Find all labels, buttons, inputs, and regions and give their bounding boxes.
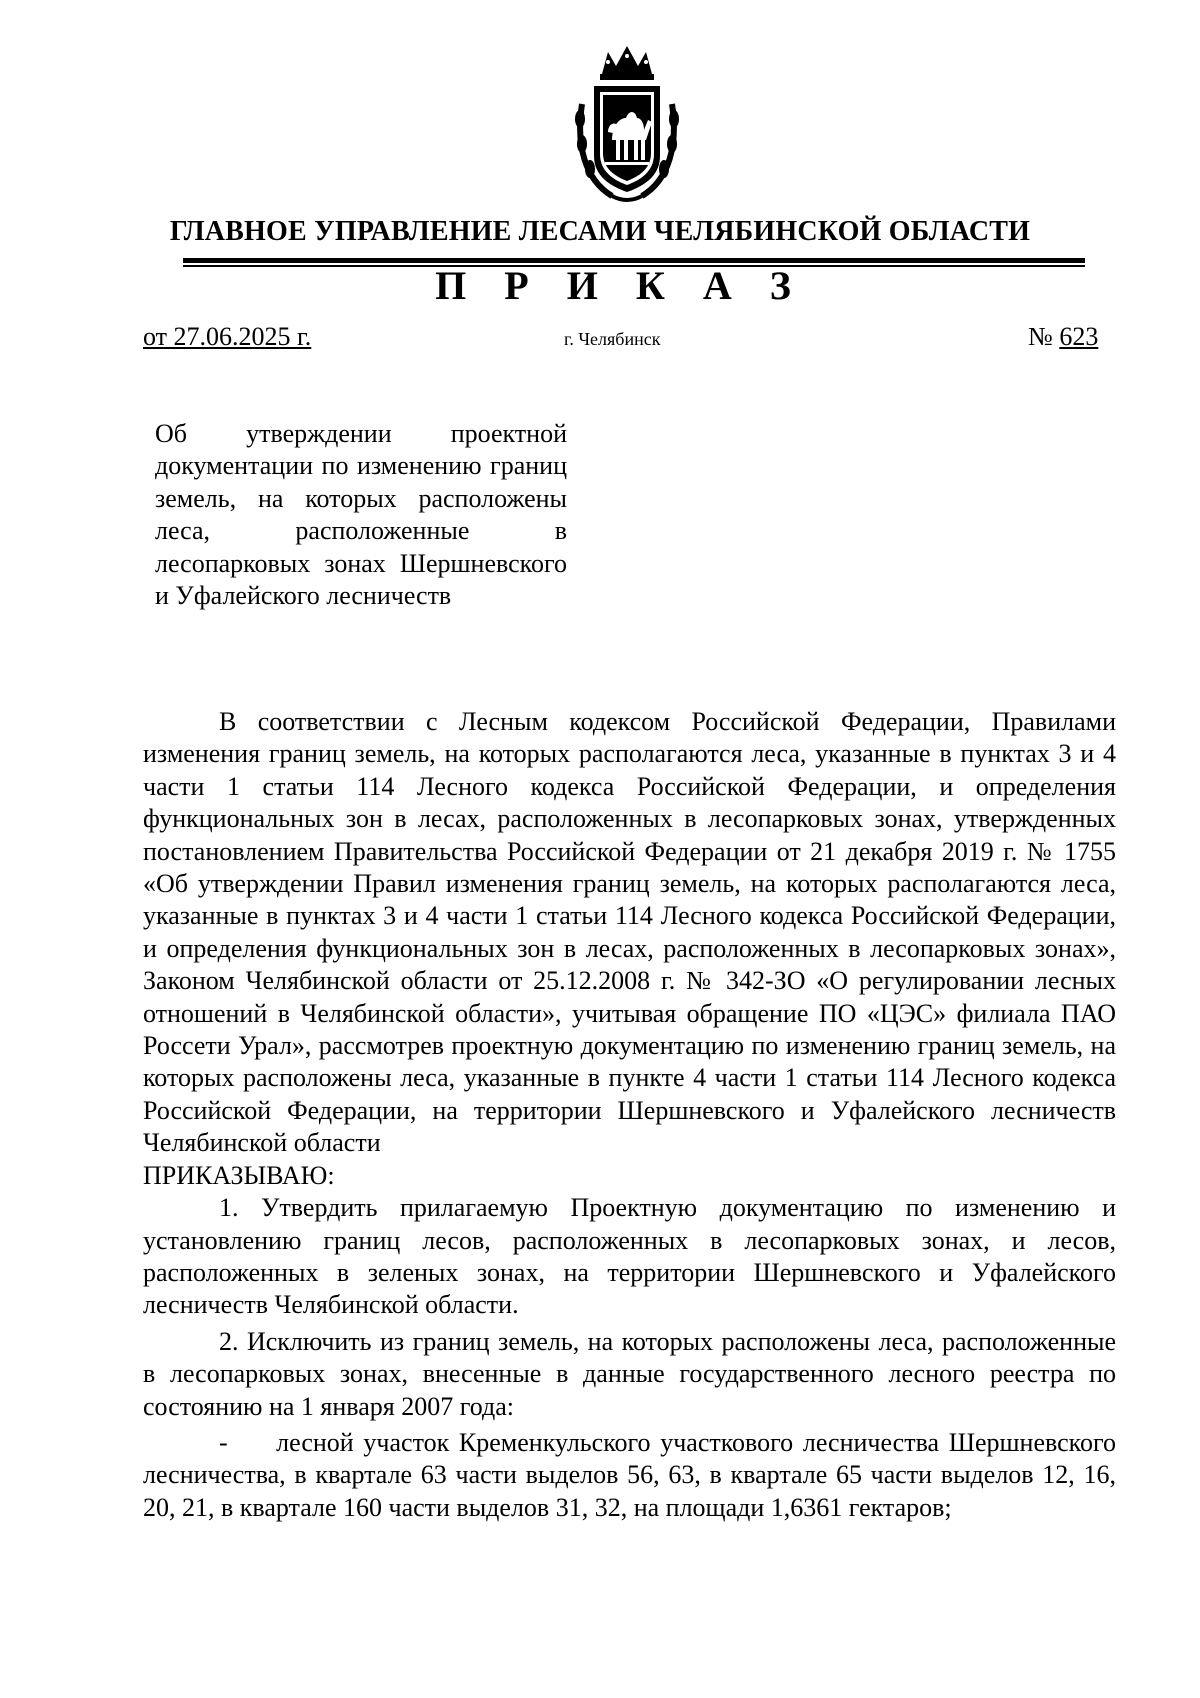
preamble-paragraph: В соответствии с Лесным кодексом Российской Федерации, Правилами изменения границ земель, на которых располагаются леса, указанные в пунктах 3 и 4 части 1 статьи 114 Лесного кодекса Российской Федерации, и определения функциональных зон в лесах, расположенных в лесопарковых зонах, утвержденных постановлением Правительства Российской Федерации от 21 декабря 2019 г. № 1755 «Об утверждении Правил изменения границ земель, на которых располагаются леса, указанные в пунктах 3 и 4 части 1 статьи 114 Лесного кодекса Российской Федерации, и определения функциональных зон в лесах, расположенных в лесопарковых зонах», Законом Челябинской области от 25.12.2008 г. № 342-ЗО «О регулировании лесных отношений в Челябинской области», учитывая обращение ПО «ЦЭС» филиала ПАО Россети Урал», рассмотрев проектную документацию по изменению границ земель, на которых расположены леса, указанные в пункте 4 части 1 статьи 114 Лесного кодекса Российской Федерации, на территории Шершневского и Уфалейского лесничеств Челябинской области (143, 707, 1116, 1158)
order-word: ПРИКАЗЫВАЮ: (143, 1160, 335, 1190)
number-prefix: № (1028, 322, 1060, 351)
document-number (1028, 322, 1098, 352)
item-2-subitem-1: - лесной участок Кременкульского участкового лесничества Шершневского лесничества, в квартале 63 части выделов 56, 63, в квартале 65 части выделов 12, 16, 20, 21, в квартале 160 части выделов 31, 32, на площади 1,6361 гектаров; (143, 1427, 1116, 1522)
document-city: г. Челябинск (564, 329, 661, 349)
document-title: П Р И К А З (435, 263, 805, 308)
organization-name: ГЛАВНОЕ УПРАВЛЕНИЕ ЛЕСАМИ ЧЕЛЯБИНСКОЙ ОБЛАСТИ (169, 216, 1031, 247)
coat-of-arms-icon (572, 44, 682, 206)
item-1: 1. Утвердить прилагаемую Проектную документацию по изменению и установлению границ лесов, расположенных в лесопарковых зонах, и лесов, расположенных в зеленых зонах, на территории Шершневского и Уфалейского лесничеств Челябинской области. (143, 1193, 1116, 1320)
document-body (143, 706, 1116, 1524)
document-date: от 27.06.2025 г. (143, 322, 312, 351)
number-value: 623 (1059, 322, 1099, 351)
document-subject: Об утверждении проектной документации по изменению границ земель, на которых расположены леса, расположенные в лесопарковых зонах Шершневского и Уфалейского лесничеств (155, 419, 567, 611)
item-2: 2. Исключить из границ земель, на которых расположены леса, расположенные в лесопарковых зонах, внесенные в данные государственного лесного реестра по состоянию на 1 января 2007 года: (143, 1326, 1116, 1421)
